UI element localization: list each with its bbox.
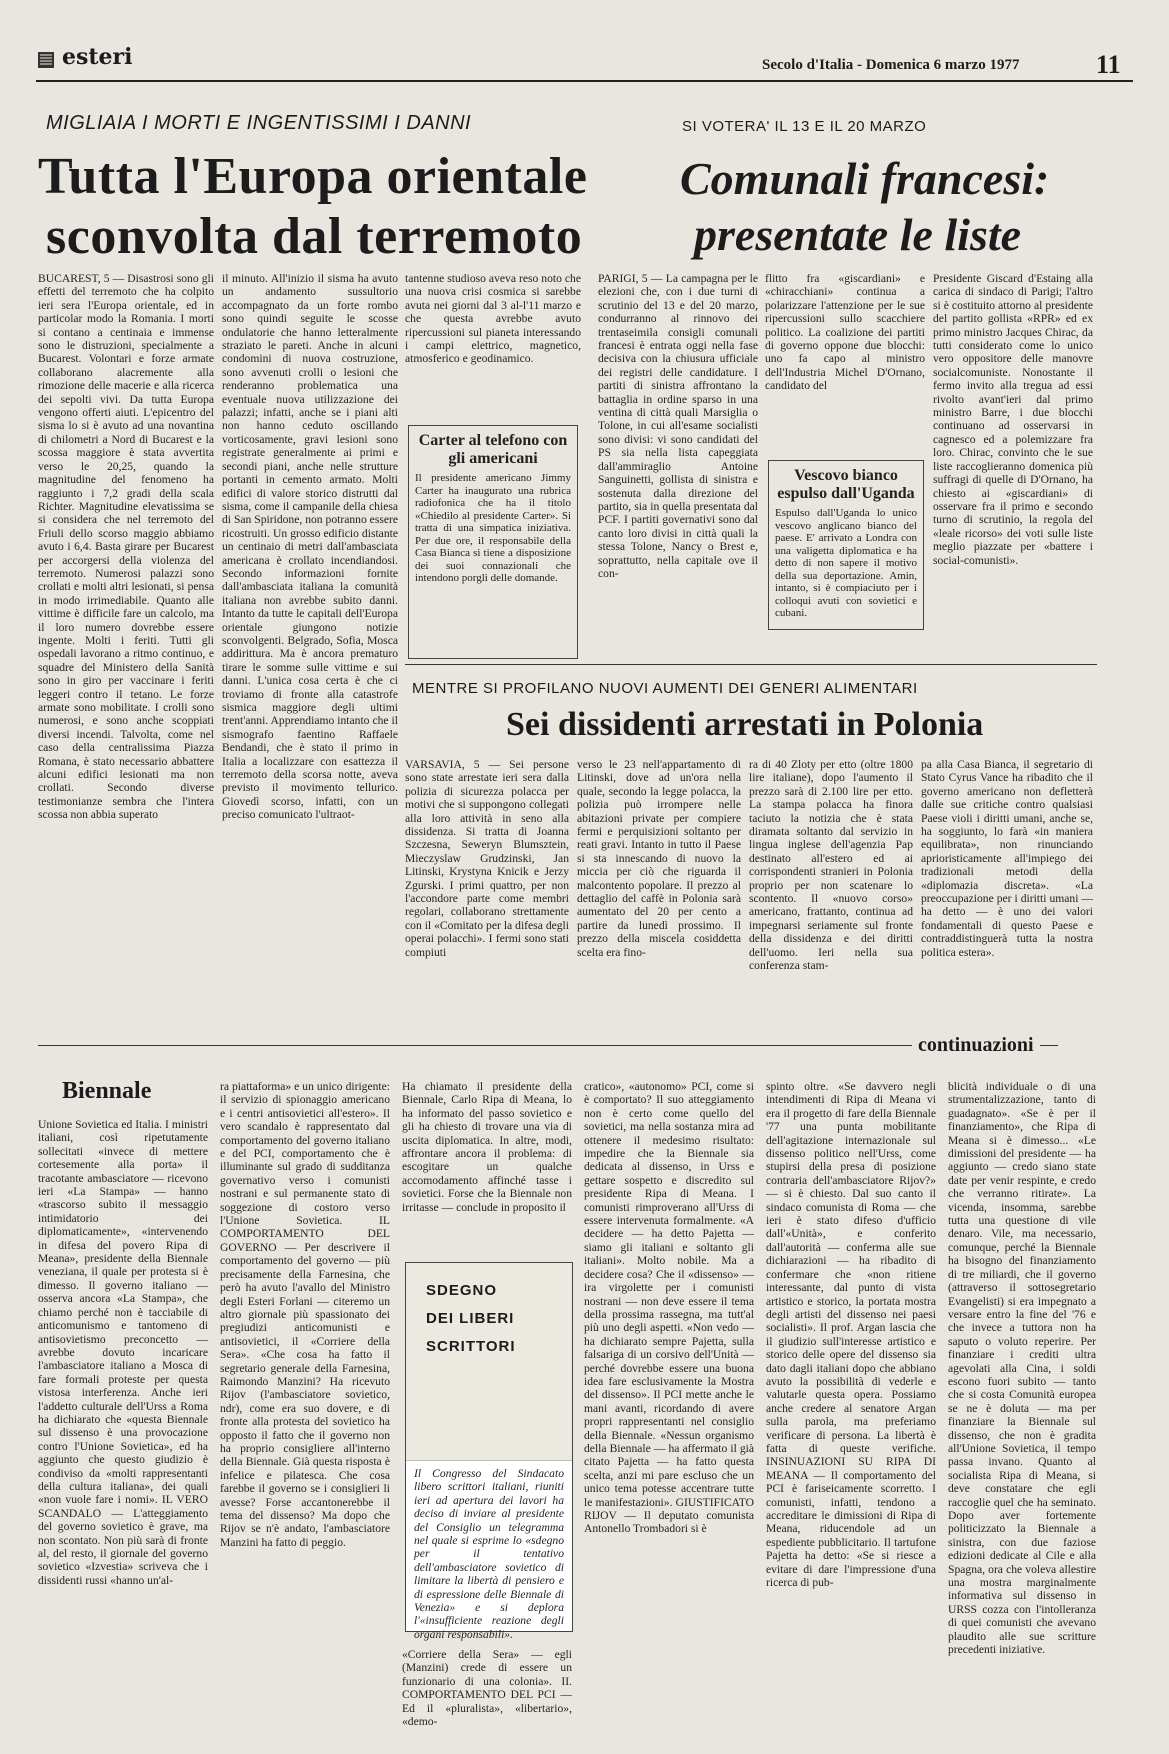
poland-kicker: MENTRE SI PROFILANO NUOVI AUMENTI DEI GENERI ALIMENTARI [412, 680, 918, 697]
sdegno-title-line2: DEI LIBERI [426, 1310, 515, 1327]
continued-label: continuazioni [912, 1034, 1040, 1057]
masthead-rule [36, 80, 1133, 82]
france-headline-line2: presentate le liste [694, 209, 1022, 260]
uganda-box-title: Vescovo bianco espulso dall'Uganda [777, 467, 915, 502]
poland-top-rule [405, 664, 1097, 665]
biennale-column-3b: «Corriere della Sera» — egli (Manzini) crede di essere un funzionario di una colonia». II. COMPORTAMENTO DEL PCI — Ed il «pluralista», «libertario», «demo- [402, 1648, 572, 1729]
france-column-1: PARIGI, 5 — La campagna per le elezioni che, con i due turni di scrutinio del 13 e del 20 marzo, condurranno al rinnovo dei trentaseimila consigli comunali francesi è entrata oggi nella fase decisiva con la chiusura ufficiale dei registri delle candidature. I partiti di sinistra affrontano la battaglia in ordine sparso in una ventina di città quali Marsiglia o Tolone, in cui all'esame socialisti sono divisi: vi sono candidati del PS sia nella lista capeggiata dall'ammiraglio Antoine Sanguinetti, gollista di sinistra e sostenuta dalla direzione del partito, sia in quella presentata dal PCF. I partiti governativi sono dal canto loro divisi in città quali la stessa Tolone, Nancy o Brest e, soprattutto, nella capitale ove il con- [598, 272, 758, 580]
uganda-box-body: Espulso dall'Uganda lo unico vescovo anglicano bianco del paese. E' arrivato a Londra con una valigetta diplomatica e ha detto di non sapere il motivo della sua deportazione. Amin, intanto, si è compiaciuto per i colloqui avuti con sovietici e cubani. [775, 507, 917, 619]
quake-column-2: il minuto. All'inizio il sisma ha avuto un andamento sussultorio accompagnato da un forte rombo sono quindi seguite le scosse ondulatorie che hanno letteralmente straziato le pareti. Anche in alcuni condomini di nuova costruzione, sono avvenuti crolli o lesioni che renderanno problematica una eventuale nuova utilizzazione dei palazzi; infatti, anche se i piani alti non hanno ceduto oscillando vorticosamente, gravi lesioni sono registrate generalmente ai primi e secondi piani, anche nelle strutture portanti in cemento armato. Molti edifici di valore storico distrutti dal sisma, come il campanile della chiesa di San Spiridone, non potranno essere ricostruiti. Un grosso edificio distante un centinaio di metri dall'ambasciata americana è crollato incendiandosi. Secondo informazioni fornite dall'ambasciata italiana la comunità italiana non avrebbe subito danni. Intanto da tutte le capitali dell'Europa orientale giungono notizie sconvolgenti. Belgrado, Sofia, Mosca addirittura. Ma è ancora prematuro tirare le somme sulle vittime e sui danni. L'unica cosa certa è che ci troviamo di fronte alla catastrofe sismica maggiore degli ultimi trent'anni. Apprendiamo intanto che il sismografo faentino Raffaele Bendandi, che è stato il primo in Italia a localizzare con esattezza il terremoto della scorsa notte, aveva previsto il movimento tellurico. Giovedì scorso, infatti, con un preciso comunicato l'ultraot- [222, 272, 398, 822]
poland-column-4: pa alla Casa Bianca, il segretario di Stato Cyrus Vance ha ribadito che il governo americano non defletterà dalle sue critiche contro qualsiasi Paese violi i diritti umani, anche se, ha soggiunto, lo farà «in maniera equilibrata», non rinunciando aprioristicamente all'impiego dei tradizionali metodi della «diplomazia discreta». «La preoccupazione per i diritti umani — ha detto — è uno dei valori fondamentali di questo Paese e contraddistinguerà tutta la nostra politica estera». [921, 758, 1093, 959]
biennale-column-3: Ha chiamato il presidente della Biennale, Carlo Ripa di Meana, lo ha informato del passo sovietico e gli ha chiesto di trovare una via di uscita diplomatica. In altre, modi, affrontare ancora il problema: di escogitare un qualche accomodamento affinché tasse i sovietici. Forse che la Biennale non irritasse — conclude in proposito il [402, 1080, 572, 1214]
poland-column-3: ra di 40 Zloty per etto (oltre 1800 lire italiane), dopo l'aumento il prezzo sarà di 2.100 lire per etto. La stampa polacca ha finora taciuto la notizia che è stata diramata soltanto dal servizio in lingua inglese dell'agenzia Pap destinato all'estero ed ai corrispondenti stranieri in Polonia proprio per non scatenare lo scontento. Il «nuovo corso» americano, frattanto, continua ad impegnarsi seriamente sul fronte della dissidenza e dei diritti dell'uomo. Ieri nella sua conferenza stam- [749, 758, 913, 973]
poland-headline: Sei dissidenti arrestati in Polonia [506, 706, 984, 743]
france-column-2: flitto fra «giscardiani» e «chiracchiani» continua a polarizzare l'attenzione per le sue ripercussioni sullo scacchiere politico. La coalizione dei partiti di governo oppone due blocchi: uno fa capo al ministro dell'Industria Michel D'Ornano, candidato del [765, 272, 925, 393]
sdegno-title-line1: SDEGNO [426, 1282, 498, 1299]
quake-column-3: tantenne studioso aveva reso noto che una nuova crisi cosmica si sarebbe avuta nei giorni dal 3 al-l'11 marzo e che questa avrebbe avuto ripercussioni sul pianeta interessando i campi elettrico, magnetico, atmosferico e geodinamico. [405, 272, 581, 366]
carter-box [408, 425, 578, 659]
france-headline-line1: Comunali francesi: [680, 153, 1050, 204]
sdegno-body: Il Congresso del Sindacato libero scrittori italiani, riuniti ieri ad apertura dei lavori ha deciso di inviare al presidente del Consiglio un telegramma nel quale si esprime lo «sdegno per il tentativo dell'ambasciatore sovietico di limitare la libertà di pensiero e di espressione delle Biennale di Venezia» e si deplora l'«insufficiente reazione degli organi responsabili». [414, 1467, 564, 1641]
masthead-logo-icon [38, 52, 54, 68]
france-column-3: Presidente Giscard d'Estaing alla carica di sindaco di Parigi; l'altro si è costituito attorno al presidente del partito gollista «RPR» ed ex primo ministro Jacques Chirac, da tutti considerato come lo unico vero oppositore delle manovre socialcomuniste. Nonostante il fermo invito alla tregua ad essi rivolto avant'ieri dal primo ministro Barre, i due blocchi continuano ad osservarsi in cagnesco ed a polemizzare fra loro. Chirac, convinto che le sue liste raccoglieranno domenica più suffragi di quelle di D'Ornano, ha chiesto ai «giscardiani» di osservare fra il primo e secondo turno di scrutinio, la regola del «leale ricorso» dei voti sulle liste meglio piazzate per «battere i social-comunisti». [933, 272, 1093, 567]
sdegno-box [405, 1262, 573, 1641]
biennale-headline: Biennale [62, 1078, 152, 1104]
biennale-column-1: Unione Sovietica ed Italia. I ministri italiani, così ripetutamente sollecitati «invece di mettere cortesemente alla porta» il tracotante ambasciatore — ricevono ieri «La Stampa» — hanno «trascorso subito il messaggio intimidatorio dei diplomaticamente», «intervenendo in difesa del povero Ripa di Meana», presidente della Biennale veneziana, il quale per protesta si è dimesso. Il governo italiano — osserva ancora «La Stampa», che chiamo perché non è tacciabile di anticomunismo e tantomeno di antisovietismo preconcetto — avrebbe dovuto incaricare l'ambasciatore italiano a Mosca di fare formali proteste per questa vistosa interferenza. Anche ieri l'addetto culturale dell'Urss a Roma ha dichiarato che «questa Biennale sul dissenso è una provocazione contro l'Unione Sovietica», ed ha aggiunto che questo giudizio è condiviso da «molti rappresentanti della cultura italiana», dei quali «non vuole fare i nomi». IL VERO SCANDALO — L'atteggiamento del governo sovietico è grave, ma non scontato. Non più sarà di fronte al, del resto, il giornale del governo sovietico «Izvestia» scriveva che i dissidenti russi «hanno un'al- [38, 1118, 208, 1587]
uganda-box [768, 460, 924, 630]
quake-column-1: BUCAREST, 5 — Disastrosi sono gli effetti del terremoto che ha colpito ieri sera l'Europa orientale, ed in particolar modo la Romania. I morti si contano a centinaia e immense sono le distruzioni, specialmente a Bucarest. Volontari e forze armate collaborano alacremente alla rimozione delle macerie e alla ricerca dei sepolti vivi. Da tutta Europa vengono offerti aiuti. L'epicentro del sisma lo si è avuto ad una novantina di chilometri a Nord di Bucarest e la scossa maggiore è stata avvertita verso le 20,25, quando la magnitudine del fenomeno ha raggiunto i 7,2 gradi della scala Richter. Magnitudine elevatissima se si considera che nel terremoto del Friuli dello scorso maggio abbiamo avuto i 6,4. Basta girare per Bucarest per accorgersi della violenza del terremoto. Numerosi palazzi sono crollati e molti altri lesionati, si pensa in modo irrimediabile. Quanto alle vittime è difficile fare un calcolo, ma il loro numero dovrebbe essere ingente. Molti i feriti. Tutti gli ospedali lavorano a ritmo continuo, e squadre del Ministero della Sanità sono in giro per vaccinare i feriti leggeri contro il tetano. Le forze armate sono mobilitate. I crolli sono numerosi, e sono anche scoppiati diversi incendi. Talvolta, come nel caso della centralissima Piazza Romana, è stato necessario abbattere alcuni edifici lesionati ma non crollati. Secondo diverse testimonianze sembra che l'intera scossa non abbia superato [38, 272, 214, 822]
france-kicker: SI VOTERA' IL 13 E IL 20 MARZO [682, 118, 927, 135]
section-title: esteri [62, 44, 133, 70]
quake-headline-line1: Tutta l'Europa orientale [38, 148, 588, 205]
biennale-column-4: cratico», «autonomo» PCI, come si è comportato? Il suo atteggiamento non è certo come quello del sovietici, ma nella sostanza mira ad ottenere il medesimo risultato: impedire che la Biennale sia dedicata al dissenso, in Urss e gettare sospetto e discredito sul presidente Ripa di Meana. I comunisti rimproverano all'Urss di essere intervenuta formalmente. «A decidere — ha detto Pajetta — siamo gli italiani e soltanto gli italiani». Molto nobile. Ma a decidere cosa? Che il «dissenso» — ira virgolette per i comunisti nostrani — non deve essere il tema della prossima rassegna, ma tutt'al più uno degli aspetti. «Non vedo — ha dichiarato sempre Pajetta, sulla falsariga di un corsivo dell'Unità — perché dovrebbe essere una buona idea fare esclusivamente la Mostra del dissenso». Il PCI mette anche le mani avanti, ricordando di avere propri rappresentanti nel consiglio della Biennale. «Nessun organismo della Biennale — ha affermato il già citato Pajetta — ha fatto questa scelta, anzi mi pare escluso che un unico tema potesse accentrare tutte le manifestazioni». GIUSTIFICATO RIJOV — Il deputato comunista Antonello Trombadori si è [584, 1080, 754, 1536]
biennale-column-2: ra piattaforma» e un unico dirigente: il servizio di spionaggio americano e i centri antisovietici all'estero». Il vero scandalo è rappresentato dal comportamento del governo italiano e del PCI, comportamento che è illuminante sul grado di sudditanza governativo verso i comunisti nostrani e sul permanente stato di soggezione di costoro verso l'Unione Sovietica. IL COMPORTAMENTO DEL GOVERNO — Per descrivere il comportamento del governo — più precisamente della Farnesina, che però ha avuto l'avallo del Ministro degli Esteri Forlani — citeremo un altro giornale più spassionato dei pregiudizi anticomunisti e antisovietici, il «Corriere della Sera». «Che cosa ha fatto il segretario generale della Farnesina, Raimondo Manzini? Ha ricevuto Rijov (l'ambasciatore sovietico, ndr), come era suo dovere, e di fronte alla protesta del sovietico ha opposto il fatto che il governo non ha proprio consigliere all'interno della Biennale. Già questa risposta è infelice e pilatesca. Che cosa farebbe il governo se i consiglieri li avesse? Forse accantonerebbe il tema del dissenso? Ma dopo che Rijov se n'è andato, l'ambasciatore Manzini ha fatto di peggio. [220, 1080, 390, 1549]
biennale-column-6: blicità individuale o di una strumentalizzazione, tanto di guadagnato». «Se è per il finanziamento», che Ripa di Meana si è dimesso... «Le dimissioni del presidente — ha aggiunto — credo siano state date per venir respinte, e credo che verranno ritirate». La vicenda, insomma, sarebbe tutta una questione di vile denaro. Vile, ma necessario, comunque, perché la Biennale ha bisogno del finanziamento di tre miliardi, che il governo (attraverso il sottosegretario Evangelisti) si era impegnato a versare entro la fine del '76 e che invece a tuttora non ha saputo o voluto reperire. Per finanziare i crediti ultra agevolati alla Cina, i soldi escono fuori subito — tanto che si costa Comunità europea se ne è doluta — ma per finanziare la Biennale sul dissenso, che non è gradita all'Unione Sovietica, il tempo passa invano. Quanto al socialista Ripa di Meana, si deve constatare che egli raccoglie quel che ha seminato. Dopo aver fortemente politicizzato la Biennale a sinistra, con due faziose edizioni dedicate al Cile e alla Spagna, ora che voleva allestire una mostra marginalmente informativa sul dissenso in URSS cozza con l'intolleranza di quei comunisti che avevano plaudito alle sue scritture precedenti iniziative. [948, 1080, 1096, 1657]
poland-column-1: VARSAVIA, 5 — Sei persone sono state arrestate ieri sera dalla polizia di sicurezza polacca per motivi che si suppongono collegati alla loro attività in seno alla dissidenza. Si tratta di Joanna Szczesna, Seweryn Blumsztein, Mieczyslaw Grudzinski, Jan Litinski, Krystyna Knicik e Jerzy Zgurski. I primi quattro, per non l'accondore parte come membri regolari, collaborano strettamente con il «Comitato per la difesa degli operai polacchi». I fermi sono stati compiuti [405, 758, 569, 959]
page-number: 11 [1096, 50, 1121, 79]
sdegno-title-line3: SCRITTORI [426, 1338, 516, 1355]
carter-box-body: Il presidente americano Jimmy Carter ha inaugurato una rubrica radiofonica che ha il titolo «Chiedilo al presidente Carter». Si tratta di una simpatica iniziativa. Per due ore, il responsabile della Casa Bianca si tiene a disposizione dei suoi connazionali che intendono porgli delle domande. [415, 472, 571, 584]
carter-box-title: Carter al telefono con gli americani [418, 432, 568, 467]
poland-column-2: verso le 23 nell'appartamento di Litinski, dove ad un'ora nella quale, secondo la legge polacca, la polizia può irrompere nelle abitazioni private per compiere fermi e perquisizioni soltanto per reati gravi. Intanto in tutto il Paese si sta innescando di nuovo la miccia per ciò che riguarda il malcontento popolare. Il prezzo al dettaglio del caffè in Polonia sarà aumentato del 20 per cento a partire da lunedì prossimo. Il prezzo della miscela cosiddetta scelta era fino- [577, 758, 741, 959]
quake-kicker: MIGLIAIA I MORTI E INGENTISSIMI I DANNI [46, 112, 472, 134]
quake-headline-line2: sconvolta dal terremoto [46, 208, 583, 265]
continued-rule [38, 1045, 1058, 1046]
biennale-column-5: spinto oltre. «Se davvero negli intendimenti di Ripa di Meana vi era il progetto di fare della Biennale '77 una punta mobilitante dell'agitazione internazionale sul dissenso politico nell'Urss, come stupirsi della presa di posizione contraria dell'ambasciatore Rijov?» — si è chiesto. Dal suo canto il sindaco comunista di Roma — che ieri è stato difeso d'ufficio dall'«Unità», e conferito dall'autorità — conferma alle sue dichiarazioni — ha ribadito di confermare che «non ritiene interessante, dal punto di vista artistico e storico, la portata mostra degli artisti del dissenso nei paesi socialisti». Il prof. Argan lascia che il giudizio sull'interesse artistico e storico delle opere del dissenso sia dato dagli italiani dopo che abbiano avuto la possibilità di vederle e valutarle questa opera. Possiamo anche credere al senatore Argan sulla parola, ma preferiamo verificare di persona. La libertà è fatta di queste verifiche. INSINUAZIONI SU RIPA DI MEANA — Il comportamento del PCI è fariseicamente scorretto. I comunisti, infatti, tendono a accreditare le dimissioni di Ripa di Meana, riducendole ad un espediente pubblicitario. Il tartufone Pajetta ha detto: «Se si riesce a evitare di dare l'impressione d'una ricerca di pub- [766, 1080, 936, 1590]
folio: Secolo d'Italia - Domenica 6 marzo 1977 [762, 57, 1020, 73]
